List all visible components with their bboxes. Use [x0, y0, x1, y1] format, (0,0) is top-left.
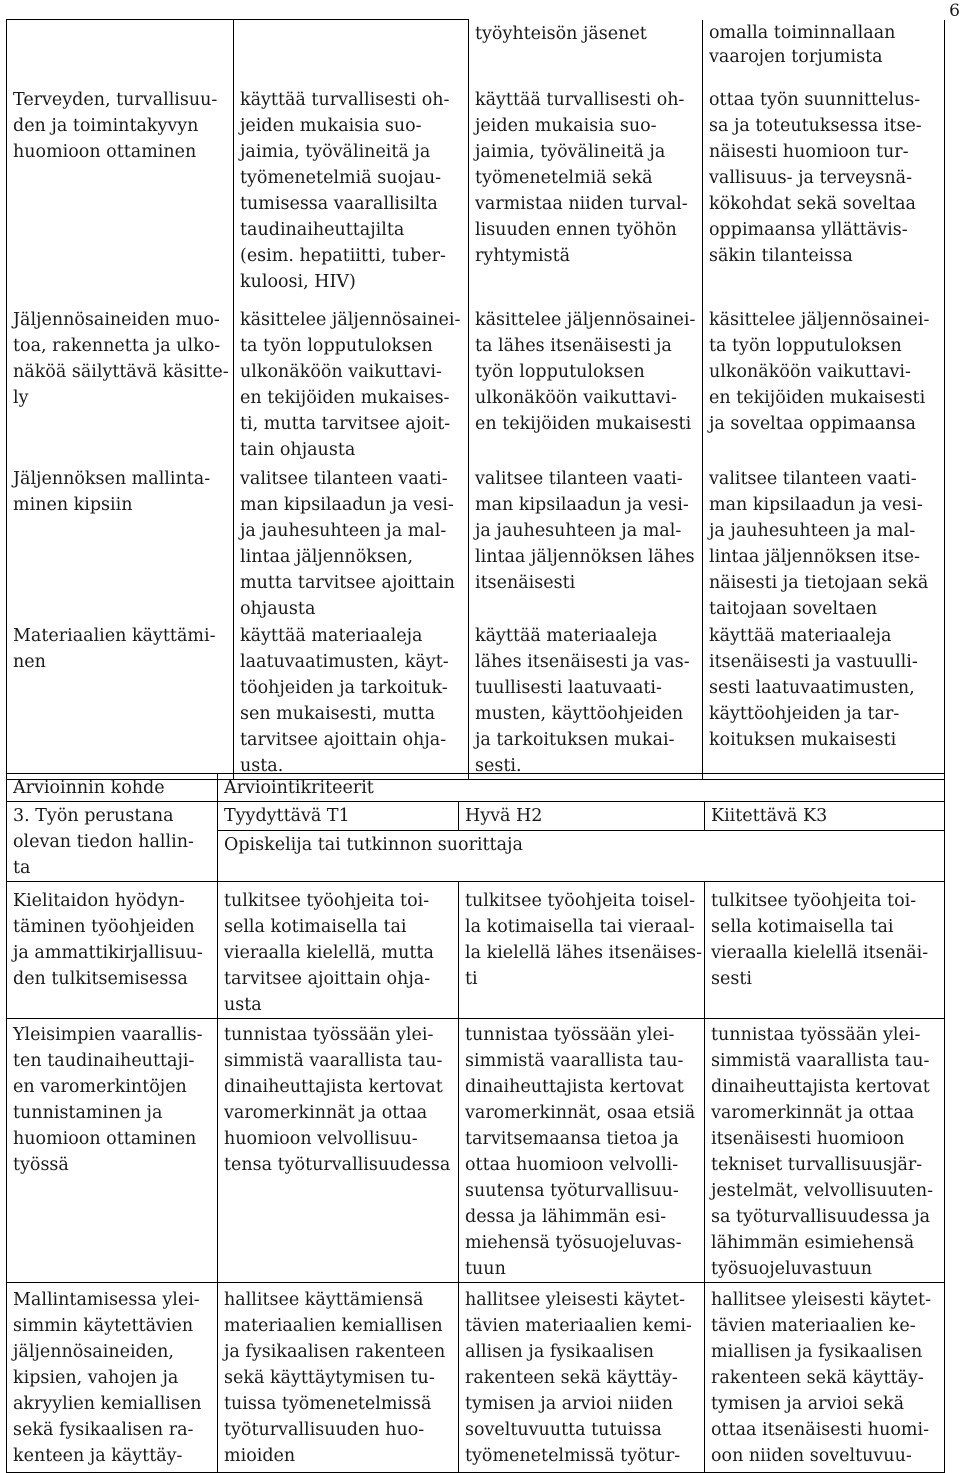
performer-label: Opiskelija tai tutkinnon suorittaja: [218, 830, 945, 881]
criteria-k3: hallitsee yleisesti käytet- tävien materiaalien ke- miallisen ja fysikaalisen rakenteen sekä käyttäy- tymisen ja arvioi sekä ottaa itsenäisesti huomi- oon niiden soveltuvuu-: [705, 1283, 945, 1473]
table-row: [7, 306, 945, 465]
criteria-k3: valitsee tilanteen vaati- man kipsilaadun ja vesi- ja jauhesuhteen ja mal- lintaa jäljennöksen itse- näisesti ja tietojaan sekä taitojaan soveltaen: [703, 465, 945, 622]
grade-k3: Kiitettävä K3: [705, 802, 945, 831]
criteria-k3: tulkitsee työohjeita toi- sella kotimaisella tai vieraalla kielellä itsenäi- sesti: [705, 882, 945, 1019]
criteria-t1: käyttää materiaaleja laatuvaatimusten, käyt- töohjeiden ja tarkoituk- sen mukaisesti, mutta tarvitsee ajoittain ohja- usta.: [234, 622, 469, 780]
table-row: [7, 622, 945, 780]
criteria-h2: käsittelee jäljennösainei- ta lähes itsenäisesti ja työn lopputuloksen ulkonäköön vaikuttavi- en tekijöiden mukaisesti: [469, 306, 703, 465]
criteria-k3: ottaa työn suunnittelus- sa ja toteutuksessa itse- näisesti huomioon tur- vallisuus- ja terveysnä- kökohdat sekä soveltaa oppimaansa yllättävis- säkin tilanteissa: [703, 69, 945, 306]
assessment-target: Mallintamisessa ylei- simmin käytettävien jäljennösaineiden, kipsien, vahojen ja akryylien kemiallisen sekä fysikaalisen ra- kenteen ja käyttäy-: [7, 1283, 218, 1473]
assessment-target: Materiaalien käyttämi- nen: [7, 622, 234, 780]
header-cell-h2: työyhteisön jäsenet: [469, 20, 703, 69]
criteria-h2: hallitsee yleisesti käytet- tävien materiaalien kemi- allisen ja fysikaalisen rakenteen sekä käyttäy- tymisen ja arvioi niiden soveltuvuutta tutuissa työmenetelmissä työtur-: [459, 1283, 705, 1473]
table-row: [7, 882, 945, 1019]
criteria-table-section-3: [6, 773, 945, 1473]
table-row: [7, 1283, 945, 1473]
grade-t1: Tyydyttävä T1: [218, 802, 459, 831]
grade-row: [7, 802, 945, 831]
criteria-h2: tunnistaa työssään ylei- simmistä vaarallista tau- dinaiheuttajista kertovat varomerkinnät, osaa etsiä tarvitsemaansa tietoa ja ottaa huomioon velvolli- suutensa työturvallisuu- dessa ja lähimmän esi- miehensä työsuojeluvas- tuun: [459, 1019, 705, 1283]
table-row: [7, 69, 945, 306]
criteria-h2: käyttää materiaaleja lähes itsenäisesti ja vas- tuullisesti laatuvaati- musten, käyttöohjeiden ja tarkoituksen mukai- sesti.: [469, 622, 703, 780]
criteria-k3: tunnistaa työssään ylei- simmistä vaarallista tau- dinaiheuttajista kertovat varomerkinnät ja ottaa itsenäisesti huomioon tekniset turvallisuusjär- jestelmät, velvollisuuten- sa työturvallisuudessa ja lähimmän esimiehensä työsuojeluvastuun: [705, 1019, 945, 1283]
table-row: [7, 1019, 945, 1283]
criteria-h2: käyttää turvallisesti oh- jeiden mukaisia suo- jaimia, työvälineitä ja työmenetelmiä sekä varmistaa niiden turval- lisuuden ennen työhön ryhtymistä: [469, 69, 703, 306]
criteria-t1: valitsee tilanteen vaati- man kipsilaadun ja vesi- ja jauhesuhteen ja mal- lintaa jäljennöksen, mutta tarvitsee ajoittain ohjausta: [234, 465, 469, 622]
criteria-k3: käyttää materiaaleja itsenäisesti ja vastuulli- sesti laatuvaatimusten, käyttöohjeiden ja tar- koituksen mukaisesti: [703, 622, 945, 780]
grade-h2: Hyvä H2: [459, 802, 705, 831]
header-cell-k3: omalla toiminnallaan vaarojen torjumista: [703, 20, 945, 69]
header-cell-empty: [234, 20, 469, 69]
criteria-t1: käsittelee jäljennösainei- ta työn lopputuloksen ulkonäköön vaikuttavi- en tekijöiden mukaises- ti, mutta tarvitsee ajoit- tain ohjausta: [234, 306, 469, 465]
criteria-h2: tulkitsee työohjeita toisel- la kotimaisella tai vieraal- la kielellä lähes itsenäises- ti: [459, 882, 705, 1019]
criteria-k3: käsittelee jäljennösainei- ta työn lopputuloksen ulkonäköön vaikuttavi- en tekijöiden mukaisesti ja soveltaa oppimaansa: [703, 306, 945, 465]
header-cell-empty: [7, 20, 234, 69]
criteria-t1: tunnistaa työssään ylei- simmistä vaarallista tau- dinaiheuttajista kertovat varomerkinnät ja ottaa huomioon velvollisuu- tensa työturvallisuudessa: [218, 1019, 459, 1283]
criteria-t1: hallitsee käyttämiensä materiaalien kemiallisen ja fysikaalisen rakenteen sekä käyttäytymisen tu- tuissa työmenetelmissä työturvallisuuden huo- mioiden: [218, 1283, 459, 1473]
page-number: 6: [949, 1, 960, 21]
assessment-target: Kielitaidon hyödyn- täminen työohjeiden ja ammattikirjallisuu- den tulkitsemisessa: [7, 882, 218, 1019]
assessment-target: Jäljennöksen mallinta- minen kipsiin: [7, 465, 234, 622]
table-row: [7, 465, 945, 622]
assessment-target: Jäljennösaineiden muo- toa, rakennetta ja ulko- näköä säilyttävä käsitte- ly: [7, 306, 234, 465]
section-title: 3. Työn perustana olevan tiedon hallin- ta: [7, 802, 218, 882]
assessment-target: Terveyden, turvallisuu- den ja toimintakyvyn huomioon ottaminen: [7, 69, 234, 306]
table-header-row: [7, 774, 945, 802]
criteria-table-continued: [6, 19, 945, 780]
criteria-h2: valitsee tilanteen vaati- man kipsilaadun ja vesi- ja jauhesuhteen ja mal- lintaa jäljennöksen lähes itsenäisesti: [469, 465, 703, 622]
criteria-t1: käyttää turvallisesti oh- jeiden mukaisia suo- jaimia, työvälineitä ja työmenetelmiä suojau- tumisessa vaarallisilta taudinaiheuttajilta (esim. hepatiitti, tuber- kuloosi, HIV): [234, 69, 469, 306]
table-header-row: [7, 20, 945, 69]
assessment-target: Yleisimpien vaarallis- ten taudinaiheuttaji- en varomerkintöjen tunnistaminen ja huomioon ottaminen työssä: [7, 1019, 218, 1283]
column-label-criteria: Arviointikriteerit: [218, 774, 945, 802]
column-label-target: Arvioinnin kohde: [7, 774, 218, 802]
criteria-t1: tulkitsee työohjeita toi- sella kotimaisella tai vieraalla kielellä, mutta tarvitsee ajoittain ohja- usta: [218, 882, 459, 1019]
